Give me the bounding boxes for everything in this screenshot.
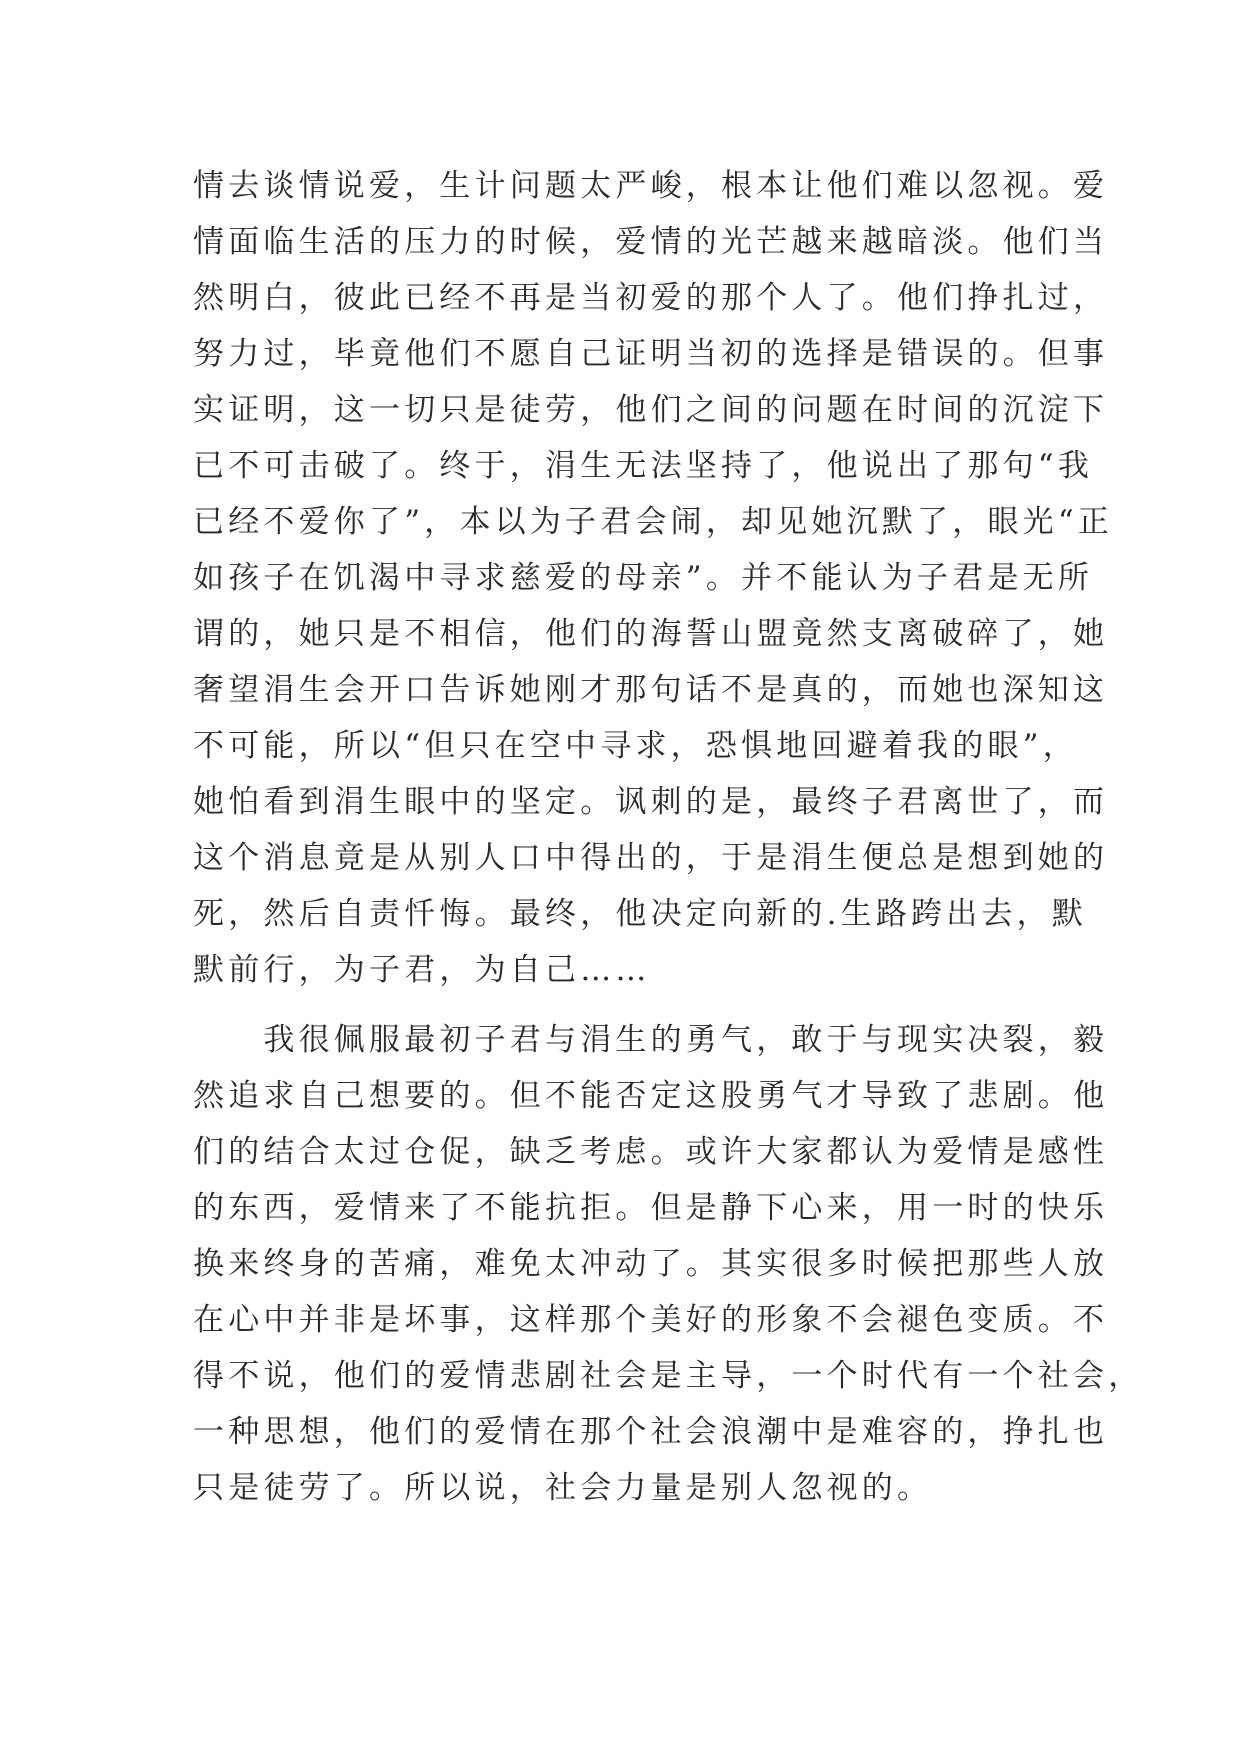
text-line: 一种思想，他们的爱情在那个社会浪潮中是难容的，挣扎也 — [193, 1414, 1109, 1450]
text-line: 已经不爱你了”，本以为子君会闹，却见她沉默了，眼光“正 — [193, 504, 1114, 540]
text-line: 们的结合太过仓促，缺乏考虑。或许大家都认为爱情是感性 — [193, 1134, 1109, 1170]
paragraph-2 — [193, 1012, 1144, 1516]
text-line: 这个消息竟是从别人口中得出的，于是涓生便总是想到她的 — [193, 840, 1109, 876]
paragraph-1 — [193, 158, 1114, 998]
text-line: 然追求自己想要的。但不能否定这股勇气才导致了悲剧。他 — [193, 1078, 1109, 1114]
text-line: 奢望涓生会开口告诉她刚才那句话不是真的，而她也深知这 — [193, 672, 1109, 708]
text-line: 在心中并非是坏事，这样那个美好的形象不会褪色变质。不 — [193, 1302, 1109, 1338]
text-line: 只是徒劳了。所以说，社会力量是别人忽视的。 — [193, 1470, 933, 1506]
text-line: 的东西，爱情来了不能抗拒。但是静下心来，用一时的快乐 — [193, 1190, 1109, 1226]
essay-body — [193, 158, 1144, 1516]
text-line: 我很佩服最初子君与涓生的勇气，敢于与现实决裂，毅 — [193, 1022, 1109, 1058]
text-line: 然明白，彼此已经不再是当初爱的那个人了。他们挣扎过， — [193, 280, 1109, 316]
text-line: 实证明，这一切只是徒劳，他们之间的问题在时间的沉淀下 — [193, 392, 1109, 428]
text-line: 情面临生活的压力的时候，爱情的光芒越来越暗淡。他们当 — [193, 224, 1109, 260]
text-line: 换来终身的苦痛，难免太冲动了。其实很多时候把那些人放 — [193, 1246, 1109, 1282]
text-line: 已不可击破了。终于，涓生无法坚持了，他说出了那句“我 — [193, 448, 1094, 484]
text-line: 情去谈情说爱，生计问题太严峻，根本让他们难以忽视。爱 — [193, 168, 1109, 204]
text-line: 死，然后自责忏悔。最终，他决定向新的.生路跨出去，默 — [193, 896, 1088, 932]
text-line: 努力过，毕竟他们不愿自己证明当初的选择是错误的。但事 — [193, 336, 1109, 372]
text-line: 得不说，他们的爱情悲剧社会是主导，一个时代有一个社会， — [193, 1358, 1144, 1394]
text-line: 谓的，她只是不相信，他们的海誓山盟竟然支离破碎了，她 — [193, 616, 1109, 652]
text-line: 她怕看到涓生眼中的坚定。讽刺的是，最终子君离世了，而 — [193, 784, 1109, 820]
paragraph-spacer — [193, 998, 1073, 1012]
text-line: 不可能，所以“但只在空中寻求，恐惧地回避着我的眼”， — [193, 728, 1078, 764]
text-line: 默前行，为子君，为自己…… — [193, 952, 651, 988]
text-line: 如孩子在饥渴中寻求慈爱的母亲”。并不能认为子君是无所 — [193, 560, 1094, 596]
